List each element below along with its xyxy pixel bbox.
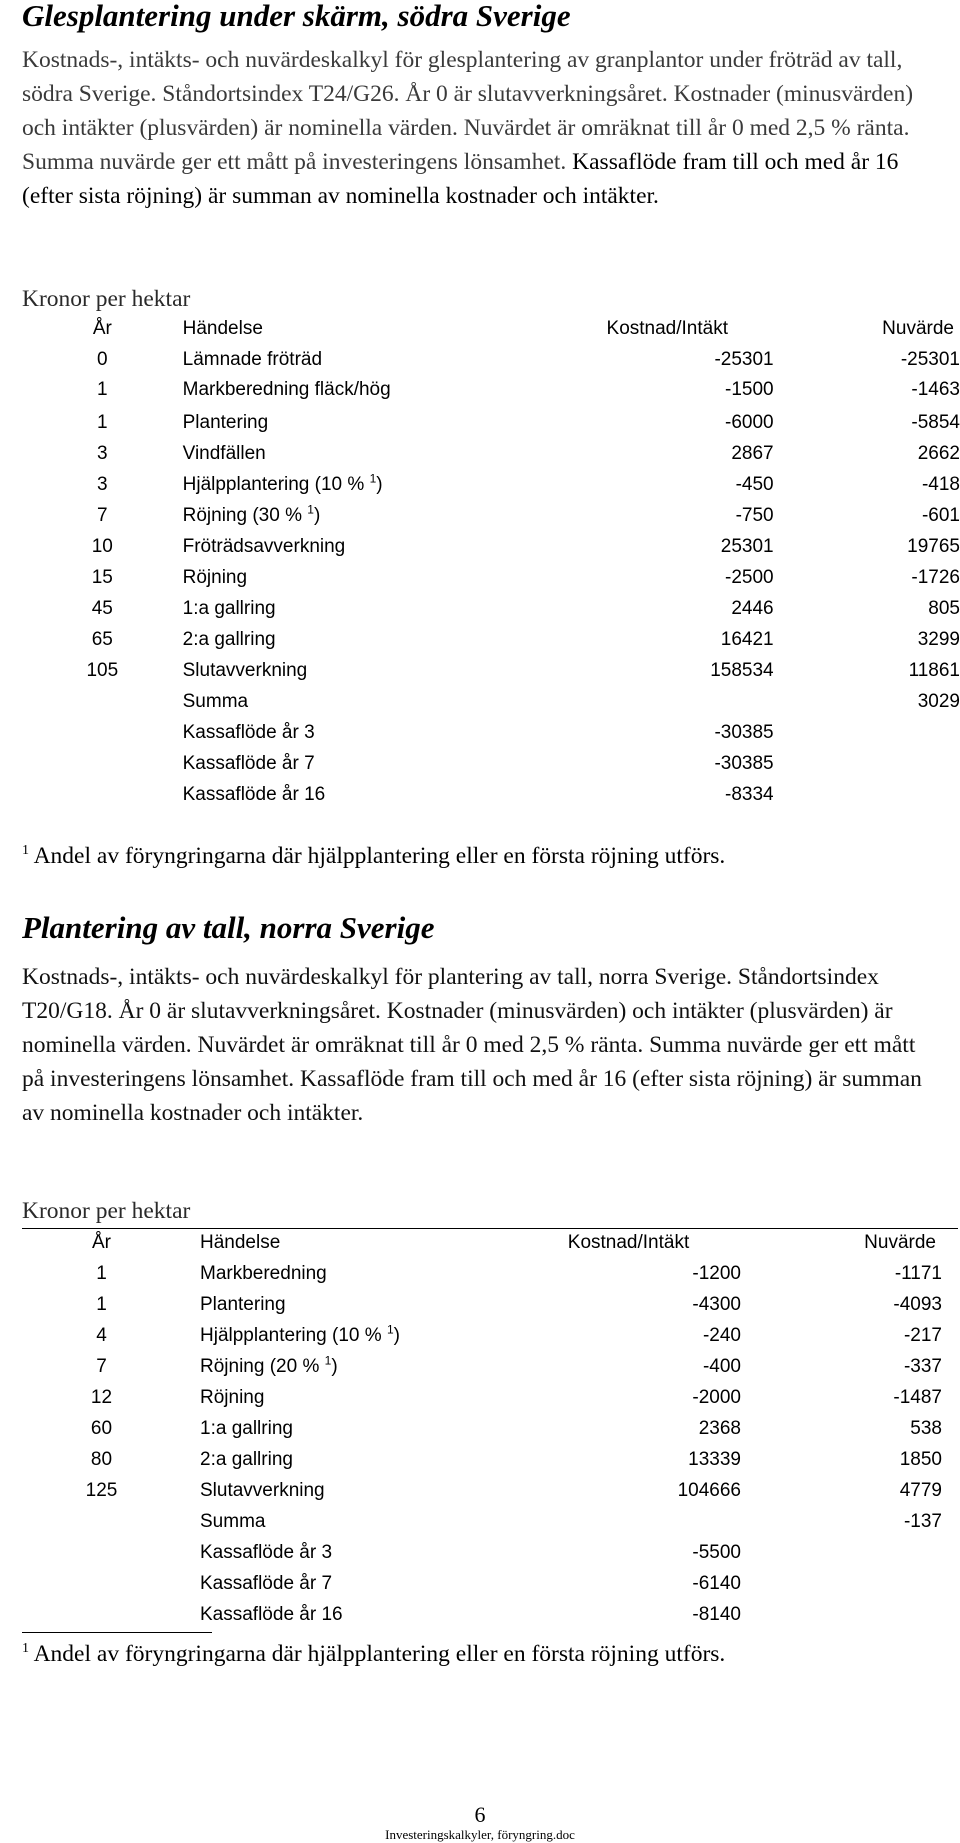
table-row: [22, 1382, 942, 1413]
cell-event: Markberedning fläck/hög: [182, 379, 391, 400]
cell-year: 80: [90, 1449, 113, 1470]
cell-npv: -337: [903, 1356, 942, 1377]
table-row: [22, 562, 960, 593]
table-header-row: [22, 314, 960, 344]
cell-year: [22, 1599, 181, 1630]
calculation-table: [22, 1228, 942, 1630]
table-row-cashflow: [22, 1537, 942, 1568]
cell-cost: -30385: [714, 753, 774, 774]
cell-event: Vindfällen: [182, 443, 266, 464]
cell-event: 2:a gallring: [200, 1449, 293, 1470]
table-row-sum: [22, 1506, 942, 1537]
footnote-marker: 1: [22, 843, 29, 859]
cell-event: Plantering: [182, 412, 269, 433]
header-year: År: [92, 1232, 111, 1253]
header-cost: Kostnad/Intäkt: [567, 1232, 690, 1253]
table-row: [22, 1289, 942, 1320]
table-row-cashflow: [22, 779, 960, 810]
cell-year: 1: [96, 1263, 107, 1284]
table-row: [22, 1320, 942, 1351]
cell-year: 65: [91, 629, 113, 650]
table-row-cashflow: [22, 748, 960, 779]
cell-event: Fröträdsavverkning: [182, 536, 346, 557]
cell-year: 45: [91, 598, 113, 619]
cell-cost: -25301: [714, 349, 774, 370]
cell-year: 60: [90, 1418, 113, 1439]
table-row: [22, 1413, 942, 1444]
cell-year: 15: [91, 567, 113, 588]
table-row: [22, 624, 960, 655]
table-row: [22, 1351, 942, 1382]
cell-event: Summa: [182, 691, 249, 712]
header-event: Händelse: [182, 318, 263, 339]
cell-cost: 158534: [710, 660, 774, 681]
event-text-end: ): [376, 474, 383, 495]
event-text: Röjning (20 %: [200, 1356, 320, 1377]
cell-cost: -5500: [692, 1542, 741, 1563]
cell-event: [181, 1320, 476, 1351]
cell-cost: 2446: [731, 598, 774, 619]
table-row: [22, 1475, 942, 1506]
cell-event: Slutavverkning: [200, 1480, 325, 1501]
cell-npv: 538: [910, 1418, 942, 1439]
cell-event: Kassaflöde år 7: [182, 753, 315, 774]
cell-npv: -1726: [911, 567, 960, 588]
cell-npv: 1850: [899, 1449, 942, 1470]
cell-npv: -4093: [893, 1294, 942, 1315]
description-text-cashflow: Kassaflöde fram till och med år 16 (efter sista röjning) är summan av nominella kostnader och intäkter.: [22, 149, 899, 209]
cell-event: [181, 1351, 476, 1382]
cell-year: 1: [97, 379, 108, 400]
cell-year: 7: [96, 1356, 107, 1377]
cell-cost: 25301: [720, 536, 774, 557]
cell-npv: -601: [921, 505, 960, 526]
cell-cost: -450: [735, 474, 774, 495]
cell-year: 0: [97, 349, 108, 370]
header-cost: Kostnad/Intäkt: [606, 318, 728, 339]
cell-year: [22, 717, 183, 748]
event-text: Röjning (30 %: [182, 505, 302, 526]
footnote-ref: 1: [386, 1322, 394, 1337]
cell-cost: -1200: [692, 1263, 741, 1284]
cell-cost: -6140: [692, 1573, 741, 1594]
footnote-text: Andel av föryngringarna där hjälpplantering eller en första röjning utförs.: [29, 1641, 726, 1667]
cell-event: Kassaflöde år 16: [182, 784, 326, 805]
unit-label: Kronor per hektar: [22, 286, 191, 312]
table-header-row: [22, 1228, 942, 1258]
event-text: Hjälpplantering (10 %: [200, 1325, 382, 1346]
cell-year: [22, 779, 183, 810]
cell-event: Kassaflöde år 3: [200, 1542, 333, 1563]
cell-npv: -5854: [911, 412, 960, 433]
cell-year: [22, 686, 183, 717]
cell-npv: [774, 779, 960, 810]
cell-cost: 13339: [688, 1449, 741, 1470]
header-npv: Nuvärde: [882, 318, 954, 339]
table-row: [22, 593, 960, 624]
section-title: Glesplantering under skärm, södra Sverige: [22, 0, 571, 33]
cell-npv: -137: [903, 1511, 942, 1532]
cell-npv: -1171: [894, 1263, 942, 1284]
header-npv: Nuvärde: [864, 1232, 936, 1253]
table-row: [22, 655, 960, 686]
cell-npv: 11861: [908, 660, 960, 681]
table-row-cashflow: [22, 1599, 942, 1630]
table-row: [22, 407, 960, 438]
page-number: 6: [474, 1802, 486, 1827]
cell-year: 105: [86, 660, 119, 681]
cell-npv: 19765: [907, 536, 960, 557]
cell-cost: -8334: [725, 784, 774, 805]
table-row: [22, 469, 960, 500]
table-row: [22, 500, 960, 531]
table-row-cashflow: [22, 717, 960, 748]
section-description: [22, 43, 942, 213]
cell-cost: 104666: [677, 1480, 741, 1501]
header-event: Händelse: [200, 1232, 281, 1253]
cell-year: 4: [96, 1325, 107, 1346]
table-row-sum: [22, 686, 960, 717]
description-text: Kostnads-, intäkts- och nuvärdeskalkyl för glesplantering av granplantor under fröträd av tall, södra Sverige. Ståndortsindex T24/G26. År 0 är slutavverkningsåret. Kostnader (minusvärden) och intäkter (plusvärden) är nominella värden. Nuvärdet är omräknat till år 0 med 2,5 % ränta. Summa nuvärde ger ett mått på investeringens lönsamhet.: [22, 47, 914, 175]
cell-cost: -6000: [725, 412, 774, 433]
cell-event: [183, 469, 521, 500]
cell-npv: [741, 1568, 942, 1599]
cell-year: [22, 1537, 181, 1568]
cell-event: Röjning: [182, 567, 248, 588]
cell-cost: -8140: [692, 1604, 741, 1625]
footnote-marker: 1: [22, 1641, 29, 1657]
table-row: [22, 531, 960, 562]
cell-event: Markberedning: [200, 1263, 327, 1284]
cell-event: Plantering: [200, 1294, 286, 1315]
cell-npv: 3299: [917, 629, 960, 650]
cell-year: [22, 748, 183, 779]
cell-npv: -217: [903, 1325, 942, 1346]
footnote-ref: 1: [307, 502, 314, 517]
cell-event: Röjning: [200, 1387, 265, 1408]
cell-npv: -418: [921, 474, 960, 495]
cell-event: 2:a gallring: [182, 629, 276, 650]
document-filename: Investeringskalkyler, föryngring.doc: [385, 1827, 575, 1842]
table-row: [22, 1258, 942, 1289]
cell-cost: -400: [702, 1356, 741, 1377]
cell-cost: -240: [702, 1325, 741, 1346]
event-text-end: ): [331, 1356, 338, 1377]
cell-cost: 2368: [698, 1418, 741, 1439]
cell-cost: -2000: [692, 1387, 741, 1408]
event-text-end: ): [313, 505, 321, 526]
section-title: Plantering av tall, norra Sverige: [22, 910, 435, 945]
footnote: [22, 841, 725, 871]
section-description: Kostnads-, intäkts- och nuvärdeskalkyl för plantering av tall, norra Sverige. Ståndortsindex T20/G18. År 0 är slutavverkningsåret. Kostnader (minusvärden) och intäkter (plusvärden) är nominella värden. Nuvärdet är omräknat till år 0 med 2,5 % ränta. Summa nuvärde ger ett mått på investeringens lönsamhet. Kassaflöde fram till och med år 16 (efter sista röjning) är summan av nominella kostnader och intäkter.: [22, 964, 922, 1126]
footnote-ref: 1: [369, 471, 377, 486]
cell-year: 3: [97, 474, 108, 495]
cell-year: 125: [85, 1480, 118, 1501]
cell-cost: -4300: [692, 1294, 741, 1315]
cell-event: Kassaflöde år 7: [200, 1573, 333, 1594]
cell-cost: 16421: [720, 629, 774, 650]
cell-year: 10: [91, 536, 113, 557]
cell-year: 1: [97, 412, 108, 433]
cell-npv: 2662: [917, 443, 960, 464]
cell-event: Lämnade fröträd: [182, 349, 323, 370]
cell-cost: [521, 686, 774, 717]
cell-year: 7: [97, 505, 108, 526]
cell-year: 12: [90, 1387, 113, 1408]
cell-cost: [476, 1506, 741, 1537]
cell-npv: -1463: [911, 379, 960, 400]
table-row: [22, 438, 960, 469]
cell-event: Summa: [200, 1511, 266, 1532]
unit-label: Kronor per hektar: [22, 1198, 191, 1224]
cell-npv: -25301: [900, 349, 960, 370]
header-year: År: [92, 318, 112, 339]
footnote: [22, 1639, 725, 1669]
cell-year: 1: [96, 1294, 107, 1315]
cell-cost: -750: [735, 505, 774, 526]
event-text: Hjälpplantering (10 %: [182, 474, 365, 495]
cell-npv: [741, 1537, 942, 1568]
cell-cost: -1500: [725, 379, 774, 400]
cell-year: [22, 1568, 181, 1599]
cell-year: 3: [97, 443, 108, 464]
cell-event: 1:a gallring: [200, 1418, 293, 1439]
footnote-ref: 1: [324, 1353, 332, 1368]
cell-npv: [774, 748, 960, 779]
cell-npv: -1487: [893, 1387, 942, 1408]
table-row: [22, 1444, 942, 1475]
footnote-text: Andel av föryngringarna där hjälpplantering eller en första röjning utförs.: [29, 843, 726, 869]
cell-npv: 805: [928, 598, 960, 619]
cell-cost: -30385: [714, 722, 774, 743]
cell-npv: 4779: [899, 1480, 942, 1501]
cell-year: [22, 1506, 181, 1537]
cell-event: Kassaflöde år 16: [200, 1604, 343, 1625]
cell-event: 1:a gallring: [182, 598, 276, 619]
cell-cost: 2867: [731, 443, 774, 464]
footnote-separator: [22, 1632, 212, 1633]
table-row: [22, 375, 960, 407]
table-row: [22, 344, 960, 375]
cell-npv: [774, 717, 960, 748]
calculation-table: [22, 314, 960, 810]
cell-event: Slutavverkning: [182, 660, 308, 681]
cell-event: Kassaflöde år 3: [182, 722, 315, 743]
cell-cost: -2500: [725, 567, 774, 588]
event-text-end: ): [393, 1325, 400, 1346]
cell-npv: [741, 1599, 942, 1630]
cell-event: [183, 500, 521, 531]
cell-npv: 3029: [917, 691, 960, 712]
table-row-cashflow: [22, 1568, 942, 1599]
